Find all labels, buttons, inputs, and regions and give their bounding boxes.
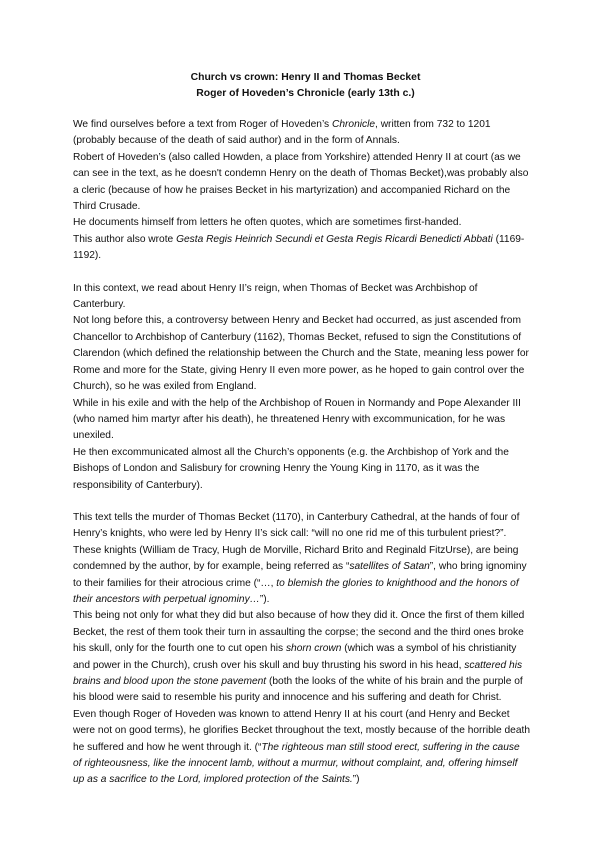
- paragraph: [73, 117, 530, 150]
- text-run: ”).: [259, 593, 270, 605]
- section-author: [73, 117, 530, 265]
- text-run: We find ourselves before a text from Roger of Hoveden’s: [73, 119, 332, 130]
- paragraph: Not long before this, a controversy between Henry and Becket had occurred, as just ascended from Chancellor to Archbishop of Canterbury (1162), Thomas Becket, refused to sign the Constitutions of Clarendon (which defined the relationship between the Church and the State, meaning less power for Rome and more for the State, giving Henry II even more power, as he hoped to gain control over the Church), so he was exiled from England.: [73, 315, 529, 393]
- italic-run: shorn crown: [285, 643, 342, 655]
- paragraph-gap: [73, 494, 530, 510]
- paragraph: Robert of Hoveden’s (also called Howden, a place from Yorkshire) attended Henry II at court (as we can see in the text, as he doesn't condemn Henry on the death of Thomas Becket),was probably also a cleric (because of how he praises Becket in his martyrization) and accompanied Richard on the Third Crusade.: [73, 151, 529, 213]
- text-run: ”, who bring ignominy to their families for their atrocious crime (“…,: [73, 561, 527, 589]
- text-run: Even though Roger of Hoveden was known to attend Henry II at his court (and Henry and Becket were not on good terms), he glorifies Becket throughout the text, mostly because of the horrible death he suffered and how he went through it. (“: [73, 708, 530, 753]
- paragraph: He then excommunicated almost all the Church’s opponents (e.g. the Archbishop of York and the Bishops of London and Salisbury for crowning Henry the Young King in 1170, as it was the responsibility of Canterbury).: [73, 446, 509, 491]
- section-context: [73, 281, 530, 494]
- paragraph: [73, 232, 530, 265]
- italic-run: Gesta Regis Heinrich Secundi et Gesta Regis Ricardi Benedicti Abbati: [176, 233, 493, 245]
- italic-run: The righteous man still stood erect, suffering in the cause of righteousness, like the innocent lamb, without a murmur, without complaint, and, offering himself up as a sacrifice to the Lord, implored protection of the Saints.: [73, 741, 520, 786]
- paragraph: This text tells the murder of Thomas Becket (1170), in Canterbury Cathedral, at the hands of four of Henry’s knights, who were led by Henry II’s sick call: “will no one rid me of this turbulent priest?”.: [73, 511, 520, 540]
- section-analysis: [73, 510, 530, 789]
- text-run: These knights (William de Tracy, Hugh de Morville, Richard Brito and Reginald FitzUrse), are being condemned by the author, by for example, being referred as “: [73, 544, 519, 573]
- paragraph: While in his exile and with the help of the Archbishop of Rouen in Normandy and Pope Alexander III (who named him martyr after his death), he threatened Henry with excommunication, for he was unexiled.: [73, 397, 521, 442]
- text-run: (1169-1192).: [73, 233, 525, 262]
- text-run: ”): [352, 774, 360, 786]
- paragraph: He documents himself from letters he often quotes, which are sometimes first-handed.: [73, 217, 462, 229]
- italic-run: satellites of Satan: [349, 561, 430, 573]
- paragraph: [73, 543, 530, 609]
- text-run: (both the looks of the white of his brain and the purple of his blood were said to resemble his purity and innocence and his suffering and death for Christ.: [73, 676, 523, 704]
- italic-run: to blemish the glories to knighthood and the honors of their ancestors with perpetual ignominy…: [73, 577, 519, 605]
- paragraph: [73, 608, 530, 706]
- paragraph: In this context, we read about Henry II’s reign, when Thomas of Becket was Archbishop of Canterbury.: [73, 282, 478, 311]
- title-line-2: Roger of Hoveden’s Chronicle (early 13th c.): [196, 88, 415, 99]
- text-run: (which was a symbol of his christianity and power in the Church), crush over his skull and buy thrusting his sword in his head,: [73, 643, 517, 671]
- italic-run: Chronicle: [331, 119, 376, 130]
- document-title: [81, 70, 530, 102]
- italic-run: scattered his brains and blood upon the stone pavement: [73, 659, 523, 687]
- title-line-1: Church vs crown: Henry II and Thomas Becket: [190, 72, 421, 83]
- text-run: This being not only for what they did but also because of how they did it. Once the first of them killed Becket, the rest of them took their turn in assaulting the corpse; the second and the third ones broke his skull, only for the fourth one to cut open his: [73, 610, 525, 655]
- text-run: This author also wrote: [73, 233, 177, 245]
- paragraph-gap: [73, 265, 530, 281]
- paragraph: [73, 707, 530, 789]
- text-run: , written from 732 to 1201 (probably because of the death of said author) and in the form of Annals.: [73, 119, 491, 147]
